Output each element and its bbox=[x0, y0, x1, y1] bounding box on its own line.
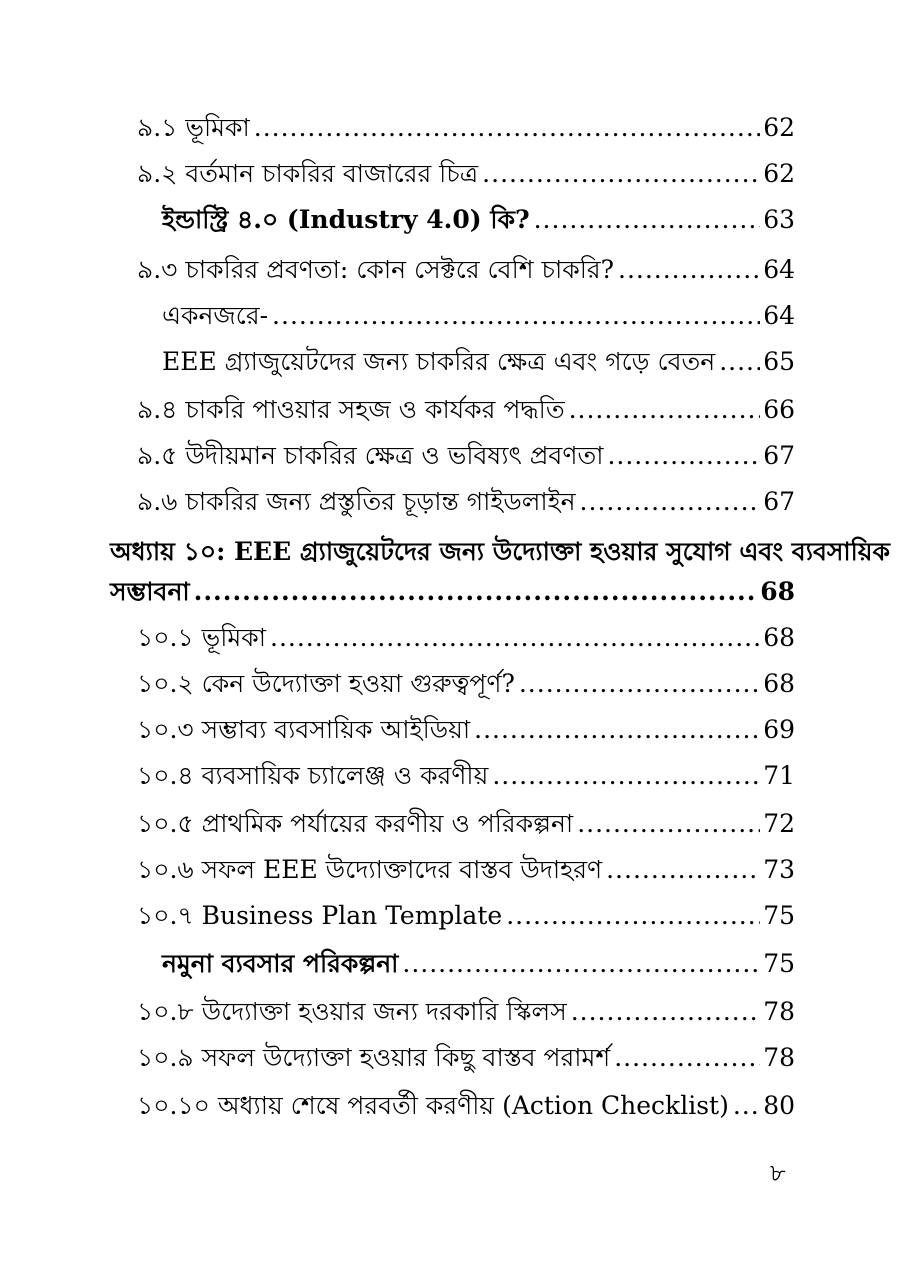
toc-entry-title: ১০.৬ সফল EEE উদ্যোক্তাদের বাস্তব উদাহরণ bbox=[137, 855, 603, 884]
toc-entry[interactable] bbox=[137, 759, 795, 793]
toc-entry-page: 75 bbox=[763, 949, 795, 978]
toc-entry-page: 62 bbox=[763, 159, 795, 188]
toc-entry-page: 73 bbox=[763, 855, 795, 884]
dot-leader bbox=[482, 157, 760, 191]
toc-entry[interactable] bbox=[162, 947, 795, 981]
toc-entry[interactable] bbox=[137, 253, 795, 287]
toc-entry-title: ৯.৬ চাকরির জন্য প্রস্তুতির চূড়ান্ত গাইডলাইন bbox=[137, 487, 576, 516]
toc-entry-title: ৯.৪ চাকরি পাওয়ার সহজ ও কার্যকর পদ্ধতি bbox=[137, 395, 565, 424]
toc-entry[interactable] bbox=[137, 713, 795, 747]
toc-entry-page: 67 bbox=[763, 441, 795, 470]
dot-leader bbox=[519, 667, 760, 701]
chapter-page: 68 bbox=[760, 577, 795, 606]
toc-entry-title: ৯.২ বর্তমান চাকরির বাজারের চিত্র bbox=[137, 159, 479, 188]
dot-leader bbox=[733, 1089, 760, 1123]
toc-entry[interactable] bbox=[137, 899, 795, 933]
toc-entry-title: ৯.১ ভূমিকা bbox=[137, 113, 250, 142]
toc-entry-page: 71 bbox=[763, 761, 795, 790]
toc-entry-page: 72 bbox=[763, 809, 795, 838]
toc-entry[interactable] bbox=[137, 439, 795, 473]
toc-entry-title: ১০.৩ সম্ভাব্য ব্যবসায়িক আইডিয়া bbox=[137, 715, 471, 744]
dot-leader bbox=[577, 807, 760, 841]
toc-entry-title: ১০.১০ অধ্যায় শেষে পরবর্তী করণীয় (Action Checklist) bbox=[137, 1091, 729, 1120]
page-number: ৮ bbox=[770, 1159, 786, 1187]
chapter-heading-line2: সম্ভাবনা bbox=[110, 577, 190, 606]
toc-entry[interactable] bbox=[162, 345, 795, 379]
toc-entry-title: ১০.১ ভূমিকা bbox=[137, 623, 266, 652]
dot-leader bbox=[580, 485, 761, 519]
dot-leader bbox=[618, 253, 760, 287]
dot-leader bbox=[719, 345, 760, 379]
dot-leader bbox=[571, 995, 760, 1029]
toc-entry-page: 68 bbox=[763, 669, 795, 698]
dot-leader bbox=[270, 621, 760, 655]
toc-entry[interactable] bbox=[137, 393, 795, 427]
toc-entry-page: 63 bbox=[763, 205, 795, 234]
toc-entry[interactable] bbox=[137, 157, 795, 191]
toc-entry-page: 66 bbox=[763, 395, 795, 424]
toc-entry-page: 78 bbox=[763, 997, 795, 1026]
toc-entry-page: 62 bbox=[763, 113, 795, 142]
toc-entry[interactable] bbox=[137, 621, 795, 655]
toc-entry-title: ১০.৯ সফল উদ্যোক্তা হওয়ার কিছু বাস্তব পরামর্শ bbox=[137, 1043, 611, 1072]
dot-leader bbox=[614, 1041, 760, 1075]
toc-entry-title: ১০.৪ ব্যবসায়িক চ্যালেঞ্জ ও করণীয় bbox=[137, 761, 489, 790]
dot-leader bbox=[474, 713, 760, 747]
toc-entry-title: ইন্ডাস্ট্রি ৪.০ (Industry 4.0) কি? bbox=[162, 205, 530, 234]
toc-entry-title: ১০.৭ Business Plan Template bbox=[137, 901, 503, 930]
toc-entry[interactable] bbox=[137, 807, 795, 841]
dot-leader bbox=[272, 299, 760, 333]
toc-entry-title: ৯.৩ চাকরির প্রবণতা: কোন সেক্টরে বেশি চাকরি? bbox=[137, 255, 614, 284]
toc-entry-page: 64 bbox=[763, 255, 795, 284]
dot-leader bbox=[606, 853, 760, 887]
toc-entry-page: 78 bbox=[763, 1043, 795, 1072]
toc-entry[interactable] bbox=[137, 111, 795, 145]
toc-entry[interactable] bbox=[137, 853, 795, 887]
dot-leader bbox=[607, 439, 760, 473]
toc-entry[interactable] bbox=[137, 995, 795, 1029]
toc-entry-title: ১০.৮ উদ্যোক্তা হওয়ার জন্য দরকারি স্কিলস bbox=[137, 997, 567, 1026]
chapter-heading-line1[interactable]: অধ্যায় ১০: EEE গ্র্যাজুয়েটদের জন্য উদ্যোক্তা হওয়ার সুযোগ এবং ব্যবসায়িক bbox=[110, 537, 891, 566]
toc-entry[interactable] bbox=[137, 1089, 795, 1123]
dot-leader bbox=[402, 947, 760, 981]
toc-entry[interactable] bbox=[137, 485, 795, 519]
toc-entry[interactable] bbox=[137, 1041, 795, 1075]
toc-entry[interactable] bbox=[162, 203, 795, 237]
toc-entry-title: ৯.৫ উদীয়মান চাকরির ক্ষেত্র ও ভবিষ্যৎ প্রবণতা bbox=[137, 441, 604, 470]
toc-entry-page: 68 bbox=[763, 623, 795, 652]
dot-leader bbox=[569, 393, 761, 427]
dot-leader bbox=[254, 111, 760, 145]
toc-entry[interactable] bbox=[162, 299, 795, 333]
dot-leader bbox=[506, 899, 760, 933]
toc-entry[interactable] bbox=[137, 667, 795, 701]
toc-entry-page: 69 bbox=[763, 715, 795, 744]
toc-entry-page: 80 bbox=[763, 1091, 795, 1120]
toc-entry-title: EEE গ্র্যাজুয়েটদের জন্য চাকরির ক্ষেত্র এবং গড়ে বেতন bbox=[162, 347, 716, 376]
dot-leader bbox=[534, 203, 761, 237]
toc-entry-page: 67 bbox=[763, 487, 795, 516]
toc-entry-title: একনজরে- bbox=[162, 301, 269, 330]
toc-entry-title: নমুনা ব্যবসার পরিকল্পনা bbox=[162, 949, 399, 978]
dot-leader bbox=[194, 575, 758, 609]
toc-entry-page: 64 bbox=[763, 301, 795, 330]
toc-entry-title: ১০.২ কেন উদ্যোক্তা হওয়া গুরুত্বপূর্ণ? bbox=[137, 669, 515, 698]
toc-entry-page: 75 bbox=[763, 901, 795, 930]
toc-entry-title: ১০.৫ প্রাথমিক পর্যায়ের করণীয় ও পরিকল্পনা bbox=[137, 809, 574, 838]
toc-entry-page: 65 bbox=[763, 347, 795, 376]
chapter-heading[interactable] bbox=[110, 575, 795, 609]
dot-leader bbox=[492, 759, 760, 793]
